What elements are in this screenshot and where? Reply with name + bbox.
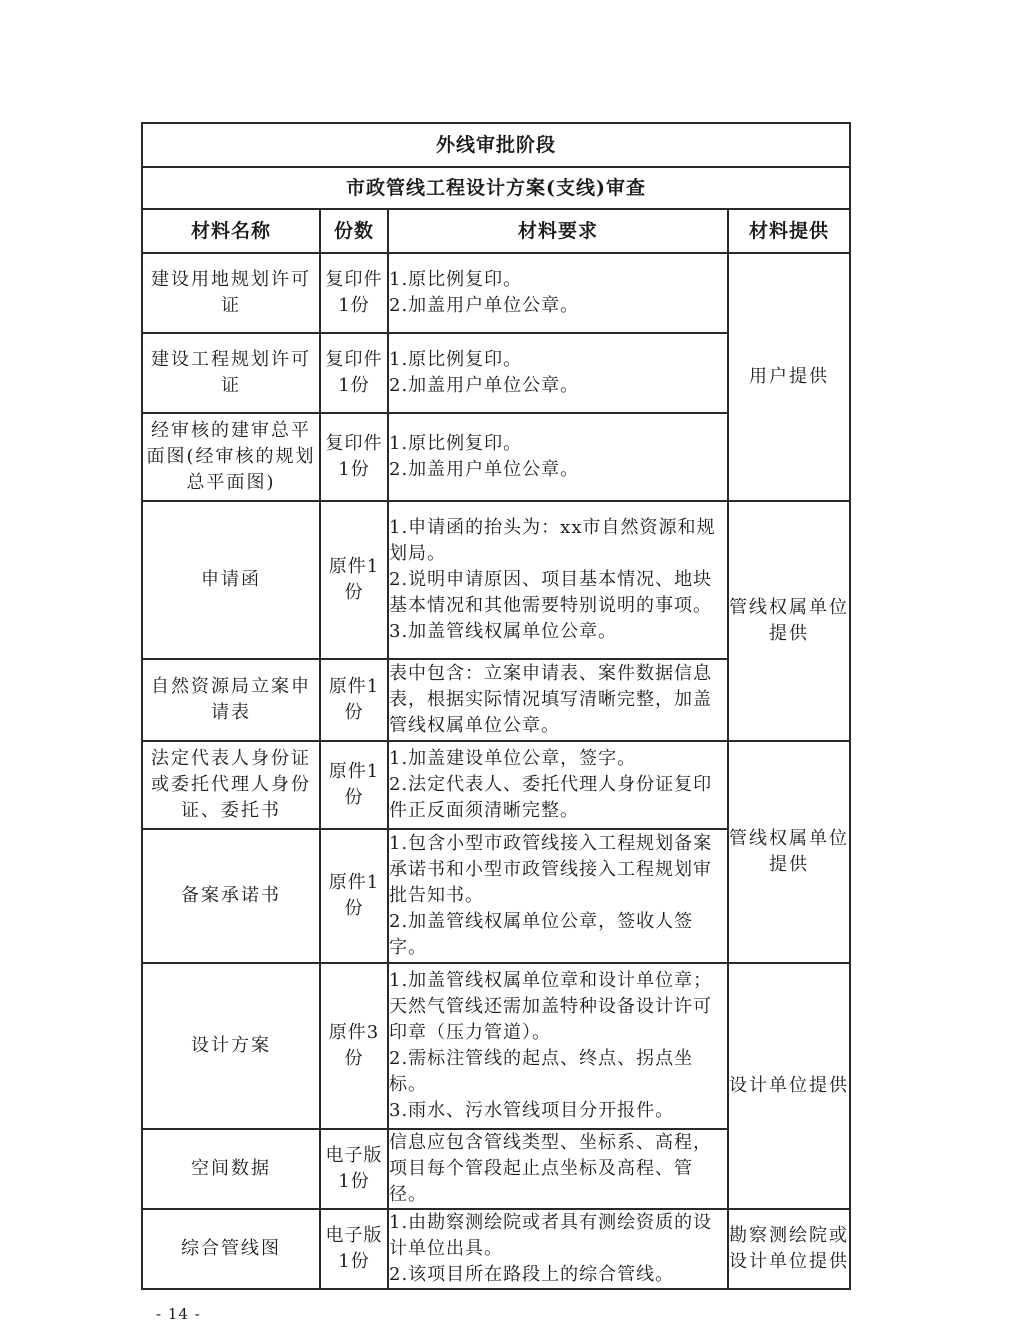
material-provider: 用户提供 [728, 253, 850, 501]
section-title: 市政管线工程设计方案(支线)审查 [142, 167, 850, 209]
material-requirement [388, 253, 728, 333]
requirement-line: 1.包含小型市政管线接入工程规划备案承诺书和小型市政管线接入工程规划审批告知书。 [389, 833, 713, 906]
material-name: 建设工程规划许可证 [142, 333, 320, 413]
table-row [142, 501, 850, 659]
material-provider: 管线权属单位提供 [728, 741, 850, 963]
material-copies: 原件1份 [320, 741, 388, 829]
requirement-line: 1.原比例复印。 [389, 349, 523, 370]
requirement-line: 1.加盖管线权属单位章和设计单位章；天然气管线还需加盖特种设备设计许可印章（压力管道）。 [389, 970, 713, 1043]
requirement-line: 1.原比例复印。 [389, 433, 523, 454]
material-copies: 原件1份 [320, 501, 388, 659]
requirement-line: 2.加盖用户单位公章。 [389, 375, 580, 396]
requirement-line: 3.雨水、污水管线项目分开报件。 [389, 1100, 675, 1121]
requirement-line: 2.需标注管线的起点、终点、拐点坐标。 [389, 1048, 694, 1095]
material-name: 自然资源局立案申请表 [142, 659, 320, 741]
material-name: 设计方案 [142, 963, 320, 1129]
requirement-line: 2.说明申请原因、项目基本情况、地块基本情况和其他需要特别说明的事项。 [389, 569, 713, 616]
material-provider: 勘察测绘院或设计单位提供 [728, 1209, 850, 1289]
page-number: - 14 - [156, 1305, 201, 1323]
material-requirement [388, 501, 728, 659]
material-copies: 复印件1份 [320, 333, 388, 413]
requirement-line: 2.法定代表人、委托代理人身份证复印件正反面须清晰完整。 [389, 774, 713, 821]
material-copies: 原件3份 [320, 963, 388, 1129]
header-name: 材料名称 [142, 209, 320, 253]
header-requirement: 材料要求 [388, 209, 728, 253]
requirement-line: 2.加盖用户单位公章。 [389, 459, 580, 480]
material-copies: 原件1份 [320, 829, 388, 963]
material-requirement [388, 1209, 728, 1289]
material-copies: 电子版1份 [320, 1129, 388, 1209]
requirement-line: 1.原比例复印。 [389, 269, 523, 290]
requirement-line: 3.加盖管线权属单位公章。 [389, 621, 618, 642]
material-requirement [388, 741, 728, 829]
stage-title: 外线审批阶段 [142, 123, 850, 167]
material-requirement [388, 1129, 728, 1209]
header-row [142, 209, 850, 253]
material-name: 建设用地规划许可证 [142, 253, 320, 333]
table-row [142, 1209, 850, 1289]
material-requirement [388, 333, 728, 413]
material-name: 法定代表人身份证或委托代理人身份证、委托书 [142, 741, 320, 829]
material-provider: 管线权属单位提供 [728, 501, 850, 741]
material-copies: 复印件1份 [320, 253, 388, 333]
material-requirement [388, 963, 728, 1129]
table-row [142, 963, 850, 1129]
material-name: 申请函 [142, 501, 320, 659]
material-copies: 复印件1份 [320, 413, 388, 501]
requirement-line: 1.加盖建设单位公章，签字。 [389, 748, 637, 769]
requirement-line: 表中包含：立案申请表、案件数据信息表，根据实际情况填写清晰完整，加盖管线权属单位公章。 [389, 663, 712, 736]
material-requirement [388, 659, 728, 741]
material-name: 空间数据 [142, 1129, 320, 1209]
header-copies: 份数 [320, 209, 388, 253]
materials-table [141, 122, 851, 1290]
material-name: 综合管线图 [142, 1209, 320, 1289]
stage-title-row [142, 123, 850, 167]
material-copies: 电子版1份 [320, 1209, 388, 1289]
requirement-line: 信息应包含管线类型、坐标系、高程，项目每个管段起止点坐标及高程、管径。 [389, 1132, 712, 1205]
material-name: 备案承诺书 [142, 829, 320, 963]
requirement-line: 1.由勘察测绘院或者具有测绘资质的设计单位出具。 [389, 1212, 713, 1259]
requirement-line: 2.该项目所在路段上的综合管线。 [389, 1264, 675, 1285]
material-provider: 设计单位提供 [728, 963, 850, 1209]
requirement-line: 2.加盖管线权属单位公章，签收人签字。 [389, 911, 694, 958]
material-requirement [388, 829, 728, 963]
section-title-row [142, 167, 850, 209]
header-provider: 材料提供 [728, 209, 850, 253]
material-name: 经审核的建审总平面图(经审核的规划总平面图) [142, 413, 320, 501]
table-row [142, 741, 850, 829]
requirement-line: 1.申请函的抬头为：xx市自然资源和规划局。 [389, 517, 716, 564]
material-requirement [388, 413, 728, 501]
requirement-line: 2.加盖用户单位公章。 [389, 295, 580, 316]
material-copies: 原件1份 [320, 659, 388, 741]
table-row [142, 253, 850, 333]
